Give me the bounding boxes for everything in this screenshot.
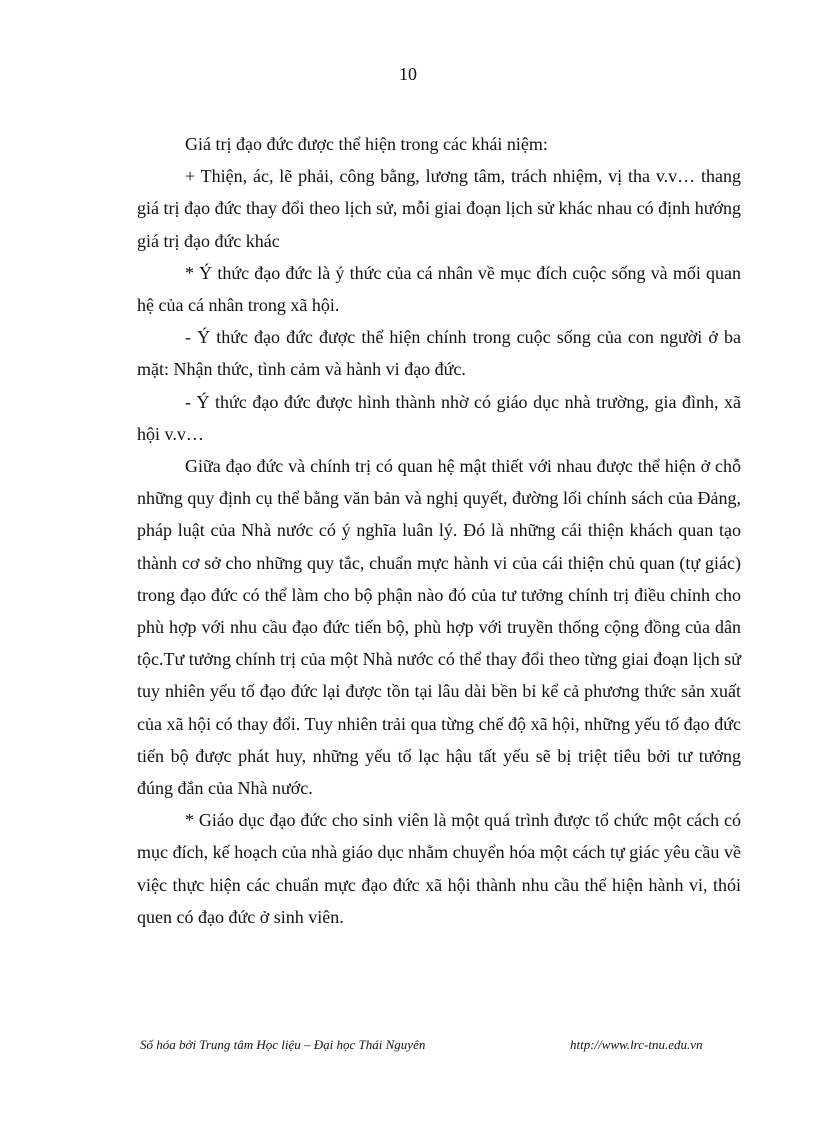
paragraph-formation: - Ý thức đạo đức được hình thành nhờ có giáo dục nhà trường, gia đình, xã hội v.v… bbox=[137, 391, 741, 444]
paragraph-three-aspects: - Ý thức đạo đức được thể hiện chính trong cuộc sống của con người ở ba mặt: Nhận thức, tình cảm và hành vi đạo đức. bbox=[137, 327, 741, 380]
page-number: 10 bbox=[399, 64, 417, 84]
footer-url: http://www.lrc-tnu.edu.vn bbox=[570, 1037, 703, 1052]
paragraph-moral-consciousness: * Ý thức đạo đức là ý thức của cá nhân về mục đích cuộc sống và mối quan hệ của cá nhân trong xã hội. bbox=[137, 262, 741, 316]
paragraph-ethics-politics: Giữa đạo đức và chính trị có quan hệ mật thiết với nhau được thể hiện ở chỗ những quy định cụ thể bằng văn bản và nghị quyết, đường lối chính sách của Đảng, pháp luật của Nhà nước có ý nghĩa luân lý. Đó là những cái thiện khách quan tạo thành cơ sở cho những quy tắc, chuẩn mực hành vi của cái thiện chủ quan (tự giác) trong đạo đức có thể làm cho bộ phận nào đó của tư tưởng chính trị điều chỉnh cho phù hợp với nhu cầu đạo đức tiến bộ, phù hợp với truyền thống cộng đồng của dân tộc.Tư tưởng chính trị của một Nhà nước có thể thay đổi theo từng giai đoạn lịch sử tuy nhiên yếu tố đạo đức lại được tồn tại lâu dài bền bỉ kể cả phương thức sản xuất của xã hội có thay đổi. Tuy nhiên trải qua từng chế độ xã hội, những yếu tố đạo đức tiến bộ được phát huy, những yếu tố lạc hậu tất yếu sẽ bị triệt tiêu bởi tư tưởng đúng đắn của Nhà nước. bbox=[137, 456, 741, 799]
document-body bbox=[137, 128, 741, 933]
paragraph-moral-education: * Giáo dục đạo đức cho sinh viên là một quá trình được tổ chức một cách có mục đích, kế hoạch của nhà giáo dục nhằm chuyển hóa một cách tự giác yêu cầu về việc thực hiện các chuẩn mực đạo đức xã hội thành nhu cầu thể hiện hành vi, thói quen có đạo đức ở sinh viên. bbox=[137, 810, 741, 927]
paragraph-values-list: + Thiện, ác, lẽ phải, công bằng, lương tâm, trách nhiệm, vị tha v.v… thang giá trị đạo đức thay đổi theo lịch sử, mỗi giai đoạn lịch sử khác nhau có định hướng giá trị đạo đức khác bbox=[137, 166, 741, 251]
paragraph-values-intro: Giá trị đạo đức được thể hiện trong các khái niệm: bbox=[185, 134, 548, 154]
footer-source: Số hóa bởi Trung tâm Học liệu – Đại học Thái Nguyên bbox=[140, 1037, 426, 1052]
